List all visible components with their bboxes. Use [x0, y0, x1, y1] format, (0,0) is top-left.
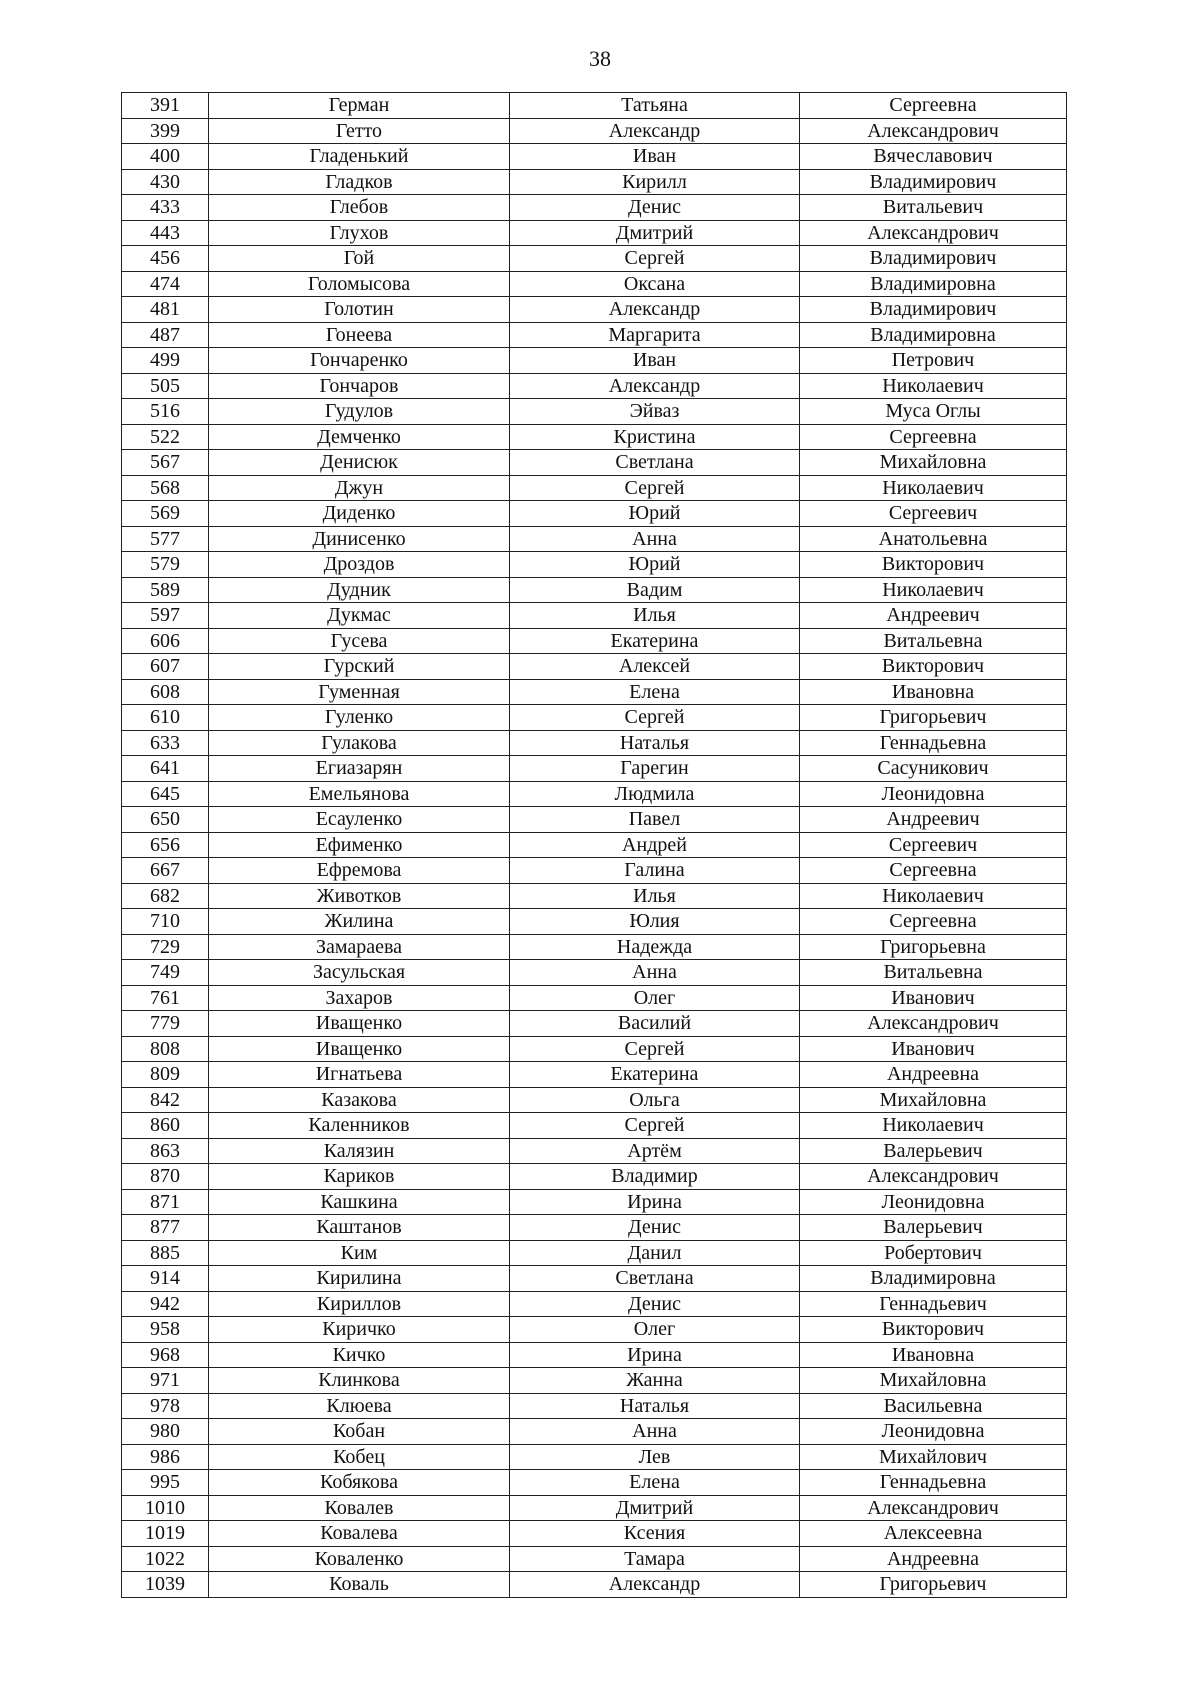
row-number-cell: 971: [122, 1368, 209, 1394]
table-row: [122, 1291, 1067, 1317]
patronymic-cell: Анатольевна: [800, 526, 1067, 552]
table-row: [122, 246, 1067, 272]
table-row: [122, 1240, 1067, 1266]
last-name-cell: Кобан: [209, 1419, 510, 1445]
last-name-cell: Кичко: [209, 1342, 510, 1368]
first-name-cell: Анна: [510, 1419, 800, 1445]
first-name-cell: Оксана: [510, 271, 800, 297]
patronymic-cell: Александрович: [800, 1164, 1067, 1190]
patronymic-cell: Андреевна: [800, 1546, 1067, 1572]
last-name-cell: Есауленко: [209, 807, 510, 833]
last-name-cell: Дудник: [209, 577, 510, 603]
last-name-cell: Клюева: [209, 1393, 510, 1419]
last-name-cell: Гуленко: [209, 705, 510, 731]
last-name-cell: Животков: [209, 883, 510, 909]
last-name-cell: Гладенький: [209, 144, 510, 170]
patronymic-cell: Владимировна: [800, 322, 1067, 348]
table-row: [122, 1572, 1067, 1598]
row-number-cell: 870: [122, 1164, 209, 1190]
patronymic-cell: Александрович: [800, 118, 1067, 144]
table-row: [122, 1189, 1067, 1215]
last-name-cell: Казакова: [209, 1087, 510, 1113]
patronymic-cell: Геннадьевна: [800, 1470, 1067, 1496]
first-name-cell: Светлана: [510, 1266, 800, 1292]
row-number-cell: 589: [122, 577, 209, 603]
row-number-cell: 443: [122, 220, 209, 246]
first-name-cell: Екатерина: [510, 628, 800, 654]
table-row: [122, 858, 1067, 884]
patronymic-cell: Геннадьевич: [800, 1291, 1067, 1317]
row-number-cell: 1022: [122, 1546, 209, 1572]
first-name-cell: Татьяна: [510, 93, 800, 119]
table-row: [122, 271, 1067, 297]
first-name-cell: Анна: [510, 526, 800, 552]
first-name-cell: Ирина: [510, 1189, 800, 1215]
first-name-cell: Сергей: [510, 475, 800, 501]
table-row: [122, 883, 1067, 909]
row-number-cell: 995: [122, 1470, 209, 1496]
row-number-cell: 885: [122, 1240, 209, 1266]
row-number-cell: 569: [122, 501, 209, 527]
page-number: 38: [589, 46, 611, 71]
first-name-cell: Илья: [510, 603, 800, 629]
row-number-cell: 474: [122, 271, 209, 297]
patronymic-cell: Иванович: [800, 985, 1067, 1011]
row-number-cell: 682: [122, 883, 209, 909]
row-number-cell: 650: [122, 807, 209, 833]
first-name-cell: Тамара: [510, 1546, 800, 1572]
patronymic-cell: Сергеевич: [800, 501, 1067, 527]
row-number-cell: 808: [122, 1036, 209, 1062]
last-name-cell: Замараева: [209, 934, 510, 960]
row-number-cell: 579: [122, 552, 209, 578]
first-name-cell: Денис: [510, 1215, 800, 1241]
first-name-cell: Олег: [510, 985, 800, 1011]
table-row: [122, 144, 1067, 170]
row-number-cell: 399: [122, 118, 209, 144]
row-number-cell: 729: [122, 934, 209, 960]
first-name-cell: Эйваз: [510, 399, 800, 425]
table-row: [122, 348, 1067, 374]
row-number-cell: 860: [122, 1113, 209, 1139]
row-number-cell: 633: [122, 730, 209, 756]
first-name-cell: Александр: [510, 118, 800, 144]
patronymic-cell: Сергеевна: [800, 909, 1067, 935]
first-name-cell: Андрей: [510, 832, 800, 858]
last-name-cell: Гончаренко: [209, 348, 510, 374]
table-row: [122, 1138, 1067, 1164]
first-name-cell: Василий: [510, 1011, 800, 1037]
row-number-cell: 871: [122, 1189, 209, 1215]
first-name-cell: Иван: [510, 348, 800, 374]
first-name-cell: Денис: [510, 195, 800, 221]
table-row: [122, 424, 1067, 450]
table-row: [122, 1368, 1067, 1394]
last-name-cell: Ковалева: [209, 1521, 510, 1547]
row-number-cell: 942: [122, 1291, 209, 1317]
patronymic-cell: Александрович: [800, 1011, 1067, 1037]
table-row: [122, 577, 1067, 603]
last-name-cell: Голомысова: [209, 271, 510, 297]
roster-table-body: [122, 93, 1067, 1598]
table-row: [122, 373, 1067, 399]
row-number-cell: 608: [122, 679, 209, 705]
first-name-cell: Лев: [510, 1444, 800, 1470]
table-row: [122, 169, 1067, 195]
table-row: [122, 1036, 1067, 1062]
table-row: [122, 322, 1067, 348]
row-number-cell: 499: [122, 348, 209, 374]
first-name-cell: Сергей: [510, 705, 800, 731]
patronymic-cell: Вячеславович: [800, 144, 1067, 170]
table-row: [122, 1495, 1067, 1521]
row-number-cell: 809: [122, 1062, 209, 1088]
first-name-cell: Галина: [510, 858, 800, 884]
patronymic-cell: Андреевич: [800, 807, 1067, 833]
patronymic-cell: Николаевич: [800, 883, 1067, 909]
patronymic-cell: Витальевна: [800, 960, 1067, 986]
table-row: [122, 909, 1067, 935]
table-row: [122, 679, 1067, 705]
last-name-cell: Гладков: [209, 169, 510, 195]
first-name-cell: Екатерина: [510, 1062, 800, 1088]
first-name-cell: Дмитрий: [510, 220, 800, 246]
table-row: [122, 475, 1067, 501]
table-row: [122, 1546, 1067, 1572]
first-name-cell: Кристина: [510, 424, 800, 450]
row-number-cell: 597: [122, 603, 209, 629]
table-row: [122, 526, 1067, 552]
row-number-cell: 779: [122, 1011, 209, 1037]
patronymic-cell: Ивановна: [800, 1342, 1067, 1368]
patronymic-cell: Викторович: [800, 552, 1067, 578]
last-name-cell: Каштанов: [209, 1215, 510, 1241]
row-number-cell: 610: [122, 705, 209, 731]
first-name-cell: Олег: [510, 1317, 800, 1343]
last-name-cell: Ефремова: [209, 858, 510, 884]
row-number-cell: 567: [122, 450, 209, 476]
last-name-cell: Коваль: [209, 1572, 510, 1598]
first-name-cell: Владимир: [510, 1164, 800, 1190]
last-name-cell: Кашкина: [209, 1189, 510, 1215]
row-number-cell: 986: [122, 1444, 209, 1470]
patronymic-cell: Николаевич: [800, 1113, 1067, 1139]
first-name-cell: Сергей: [510, 246, 800, 272]
last-name-cell: Емельянова: [209, 781, 510, 807]
table-row: [122, 118, 1067, 144]
patronymic-cell: Михайловна: [800, 1087, 1067, 1113]
last-name-cell: Диденко: [209, 501, 510, 527]
table-row: [122, 1266, 1067, 1292]
first-name-cell: Павел: [510, 807, 800, 833]
table-row: [122, 552, 1067, 578]
patronymic-cell: Викторович: [800, 654, 1067, 680]
roster-table: [121, 92, 1067, 1598]
row-number-cell: 980: [122, 1419, 209, 1445]
table-row: [122, 1087, 1067, 1113]
first-name-cell: Сергей: [510, 1036, 800, 1062]
row-number-cell: 749: [122, 960, 209, 986]
first-name-cell: Юлия: [510, 909, 800, 935]
first-name-cell: Людмила: [510, 781, 800, 807]
patronymic-cell: Робертович: [800, 1240, 1067, 1266]
last-name-cell: Герман: [209, 93, 510, 119]
last-name-cell: Иващенко: [209, 1011, 510, 1037]
patronymic-cell: Михайловна: [800, 450, 1067, 476]
table-row: [122, 1317, 1067, 1343]
patronymic-cell: Витальевна: [800, 628, 1067, 654]
first-name-cell: Вадим: [510, 577, 800, 603]
row-number-cell: 877: [122, 1215, 209, 1241]
row-number-cell: 842: [122, 1087, 209, 1113]
table-row: [122, 654, 1067, 680]
first-name-cell: Артём: [510, 1138, 800, 1164]
table-row: [122, 934, 1067, 960]
row-number-cell: 456: [122, 246, 209, 272]
patronymic-cell: Сасуникович: [800, 756, 1067, 782]
last-name-cell: Денисюк: [209, 450, 510, 476]
table-row: [122, 1011, 1067, 1037]
table-row: [122, 399, 1067, 425]
first-name-cell: Ольга: [510, 1087, 800, 1113]
patronymic-cell: Валерьевич: [800, 1138, 1067, 1164]
patronymic-cell: Михайлович: [800, 1444, 1067, 1470]
first-name-cell: Надежда: [510, 934, 800, 960]
first-name-cell: Юрий: [510, 552, 800, 578]
row-number-cell: 914: [122, 1266, 209, 1292]
first-name-cell: Юрий: [510, 501, 800, 527]
last-name-cell: Гой: [209, 246, 510, 272]
patronymic-cell: Геннадьевна: [800, 730, 1067, 756]
last-name-cell: Джун: [209, 475, 510, 501]
last-name-cell: Голотин: [209, 297, 510, 323]
last-name-cell: Коваленко: [209, 1546, 510, 1572]
row-number-cell: 958: [122, 1317, 209, 1343]
row-number-cell: 391: [122, 93, 209, 119]
last-name-cell: Гулакова: [209, 730, 510, 756]
table-row: [122, 1113, 1067, 1139]
last-name-cell: Ковалев: [209, 1495, 510, 1521]
last-name-cell: Дроздов: [209, 552, 510, 578]
table-row: [122, 960, 1067, 986]
patronymic-cell: Сергеевна: [800, 424, 1067, 450]
table-row: [122, 1164, 1067, 1190]
last-name-cell: Ким: [209, 1240, 510, 1266]
patronymic-cell: Михайловна: [800, 1368, 1067, 1394]
row-number-cell: 607: [122, 654, 209, 680]
table-row: [122, 1215, 1067, 1241]
last-name-cell: Каленников: [209, 1113, 510, 1139]
patronymic-cell: Николаевич: [800, 475, 1067, 501]
last-name-cell: Кобец: [209, 1444, 510, 1470]
first-name-cell: Светлана: [510, 450, 800, 476]
last-name-cell: Демченко: [209, 424, 510, 450]
patronymic-cell: Сергеевна: [800, 93, 1067, 119]
last-name-cell: Гусева: [209, 628, 510, 654]
row-number-cell: 1039: [122, 1572, 209, 1598]
first-name-cell: Илья: [510, 883, 800, 909]
patronymic-cell: Муса Оглы: [800, 399, 1067, 425]
row-number-cell: 505: [122, 373, 209, 399]
last-name-cell: Клинкова: [209, 1368, 510, 1394]
row-number-cell: 863: [122, 1138, 209, 1164]
table-row: [122, 93, 1067, 119]
patronymic-cell: Владимирович: [800, 246, 1067, 272]
table-row: [122, 756, 1067, 782]
patronymic-cell: Владимирович: [800, 169, 1067, 195]
patronymic-cell: Викторович: [800, 1317, 1067, 1343]
patronymic-cell: Леонидовна: [800, 1419, 1067, 1445]
patronymic-cell: Сергеевна: [800, 858, 1067, 884]
table-row: [122, 220, 1067, 246]
first-name-cell: Дмитрий: [510, 1495, 800, 1521]
patronymic-cell: Ивановна: [800, 679, 1067, 705]
last-name-cell: Ефименко: [209, 832, 510, 858]
patronymic-cell: Александрович: [800, 1495, 1067, 1521]
patronymic-cell: Алексеевна: [800, 1521, 1067, 1547]
last-name-cell: Жилина: [209, 909, 510, 935]
last-name-cell: Гончаров: [209, 373, 510, 399]
last-name-cell: Егиазарян: [209, 756, 510, 782]
row-number-cell: 522: [122, 424, 209, 450]
last-name-cell: Калязин: [209, 1138, 510, 1164]
last-name-cell: Кирилина: [209, 1266, 510, 1292]
first-name-cell: Наталья: [510, 1393, 800, 1419]
row-number-cell: 487: [122, 322, 209, 348]
table-row: [122, 1470, 1067, 1496]
first-name-cell: Александр: [510, 373, 800, 399]
patronymic-cell: Леонидовна: [800, 1189, 1067, 1215]
row-number-cell: 761: [122, 985, 209, 1011]
patronymic-cell: Григорьевич: [800, 705, 1067, 731]
table-row: [122, 1444, 1067, 1470]
patronymic-cell: Александрович: [800, 220, 1067, 246]
first-name-cell: Гарегин: [510, 756, 800, 782]
row-number-cell: 481: [122, 297, 209, 323]
patronymic-cell: Петрович: [800, 348, 1067, 374]
patronymic-cell: Владимировна: [800, 271, 1067, 297]
patronymic-cell: Валерьевич: [800, 1215, 1067, 1241]
table-row: [122, 297, 1067, 323]
table-row: [122, 1419, 1067, 1445]
first-name-cell: Иван: [510, 144, 800, 170]
first-name-cell: Жанна: [510, 1368, 800, 1394]
patronymic-cell: Николаевич: [800, 373, 1067, 399]
table-row: [122, 603, 1067, 629]
last-name-cell: Иващенко: [209, 1036, 510, 1062]
row-number-cell: 516: [122, 399, 209, 425]
table-row: [122, 628, 1067, 654]
table-row: [122, 705, 1067, 731]
last-name-cell: Игнатьева: [209, 1062, 510, 1088]
last-name-cell: Киричко: [209, 1317, 510, 1343]
table-row: [122, 501, 1067, 527]
first-name-cell: Алексей: [510, 654, 800, 680]
last-name-cell: Кобякова: [209, 1470, 510, 1496]
patronymic-cell: Владимировна: [800, 1266, 1067, 1292]
last-name-cell: Кариков: [209, 1164, 510, 1190]
last-name-cell: Гудулов: [209, 399, 510, 425]
first-name-cell: Денис: [510, 1291, 800, 1317]
first-name-cell: Ирина: [510, 1342, 800, 1368]
row-number-cell: 968: [122, 1342, 209, 1368]
patronymic-cell: Григорьевич: [800, 1572, 1067, 1598]
table-row: [122, 1521, 1067, 1547]
row-number-cell: 577: [122, 526, 209, 552]
patronymic-cell: Васильевна: [800, 1393, 1067, 1419]
last-name-cell: Кириллов: [209, 1291, 510, 1317]
last-name-cell: Глебов: [209, 195, 510, 221]
patronymic-cell: Григорьевна: [800, 934, 1067, 960]
row-number-cell: 606: [122, 628, 209, 654]
table-row: [122, 807, 1067, 833]
row-number-cell: 1010: [122, 1495, 209, 1521]
last-name-cell: Гуменная: [209, 679, 510, 705]
table-row: [122, 832, 1067, 858]
last-name-cell: Глухов: [209, 220, 510, 246]
first-name-cell: Сергей: [510, 1113, 800, 1139]
table-row: [122, 195, 1067, 221]
last-name-cell: Дукмас: [209, 603, 510, 629]
row-number-cell: 645: [122, 781, 209, 807]
table-row: [122, 781, 1067, 807]
table-row: [122, 1342, 1067, 1368]
last-name-cell: Динисенко: [209, 526, 510, 552]
table-row: [122, 1393, 1067, 1419]
patronymic-cell: Леонидовна: [800, 781, 1067, 807]
row-number-cell: 400: [122, 144, 209, 170]
patronymic-cell: Сергеевич: [800, 832, 1067, 858]
row-number-cell: 430: [122, 169, 209, 195]
first-name-cell: Александр: [510, 1572, 800, 1598]
table-row: [122, 985, 1067, 1011]
patronymic-cell: Николаевич: [800, 577, 1067, 603]
row-number-cell: 656: [122, 832, 209, 858]
patronymic-cell: Иванович: [800, 1036, 1067, 1062]
row-number-cell: 710: [122, 909, 209, 935]
first-name-cell: Данил: [510, 1240, 800, 1266]
table-row: [122, 1062, 1067, 1088]
patronymic-cell: Андреевич: [800, 603, 1067, 629]
first-name-cell: Наталья: [510, 730, 800, 756]
table-row: [122, 730, 1067, 756]
row-number-cell: 641: [122, 756, 209, 782]
last-name-cell: Засульская: [209, 960, 510, 986]
last-name-cell: Гонеева: [209, 322, 510, 348]
patronymic-cell: Витальевич: [800, 195, 1067, 221]
row-number-cell: 568: [122, 475, 209, 501]
first-name-cell: Елена: [510, 679, 800, 705]
row-number-cell: 978: [122, 1393, 209, 1419]
row-number-cell: 433: [122, 195, 209, 221]
first-name-cell: Ксения: [510, 1521, 800, 1547]
first-name-cell: Анна: [510, 960, 800, 986]
first-name-cell: Кирилл: [510, 169, 800, 195]
patronymic-cell: Владимирович: [800, 297, 1067, 323]
patronymic-cell: Андреевна: [800, 1062, 1067, 1088]
first-name-cell: Александр: [510, 297, 800, 323]
row-number-cell: 1019: [122, 1521, 209, 1547]
last-name-cell: Гурский: [209, 654, 510, 680]
first-name-cell: Елена: [510, 1470, 800, 1496]
last-name-cell: Гетто: [209, 118, 510, 144]
last-name-cell: Захаров: [209, 985, 510, 1011]
first-name-cell: Маргарита: [510, 322, 800, 348]
row-number-cell: 667: [122, 858, 209, 884]
table-row: [122, 450, 1067, 476]
